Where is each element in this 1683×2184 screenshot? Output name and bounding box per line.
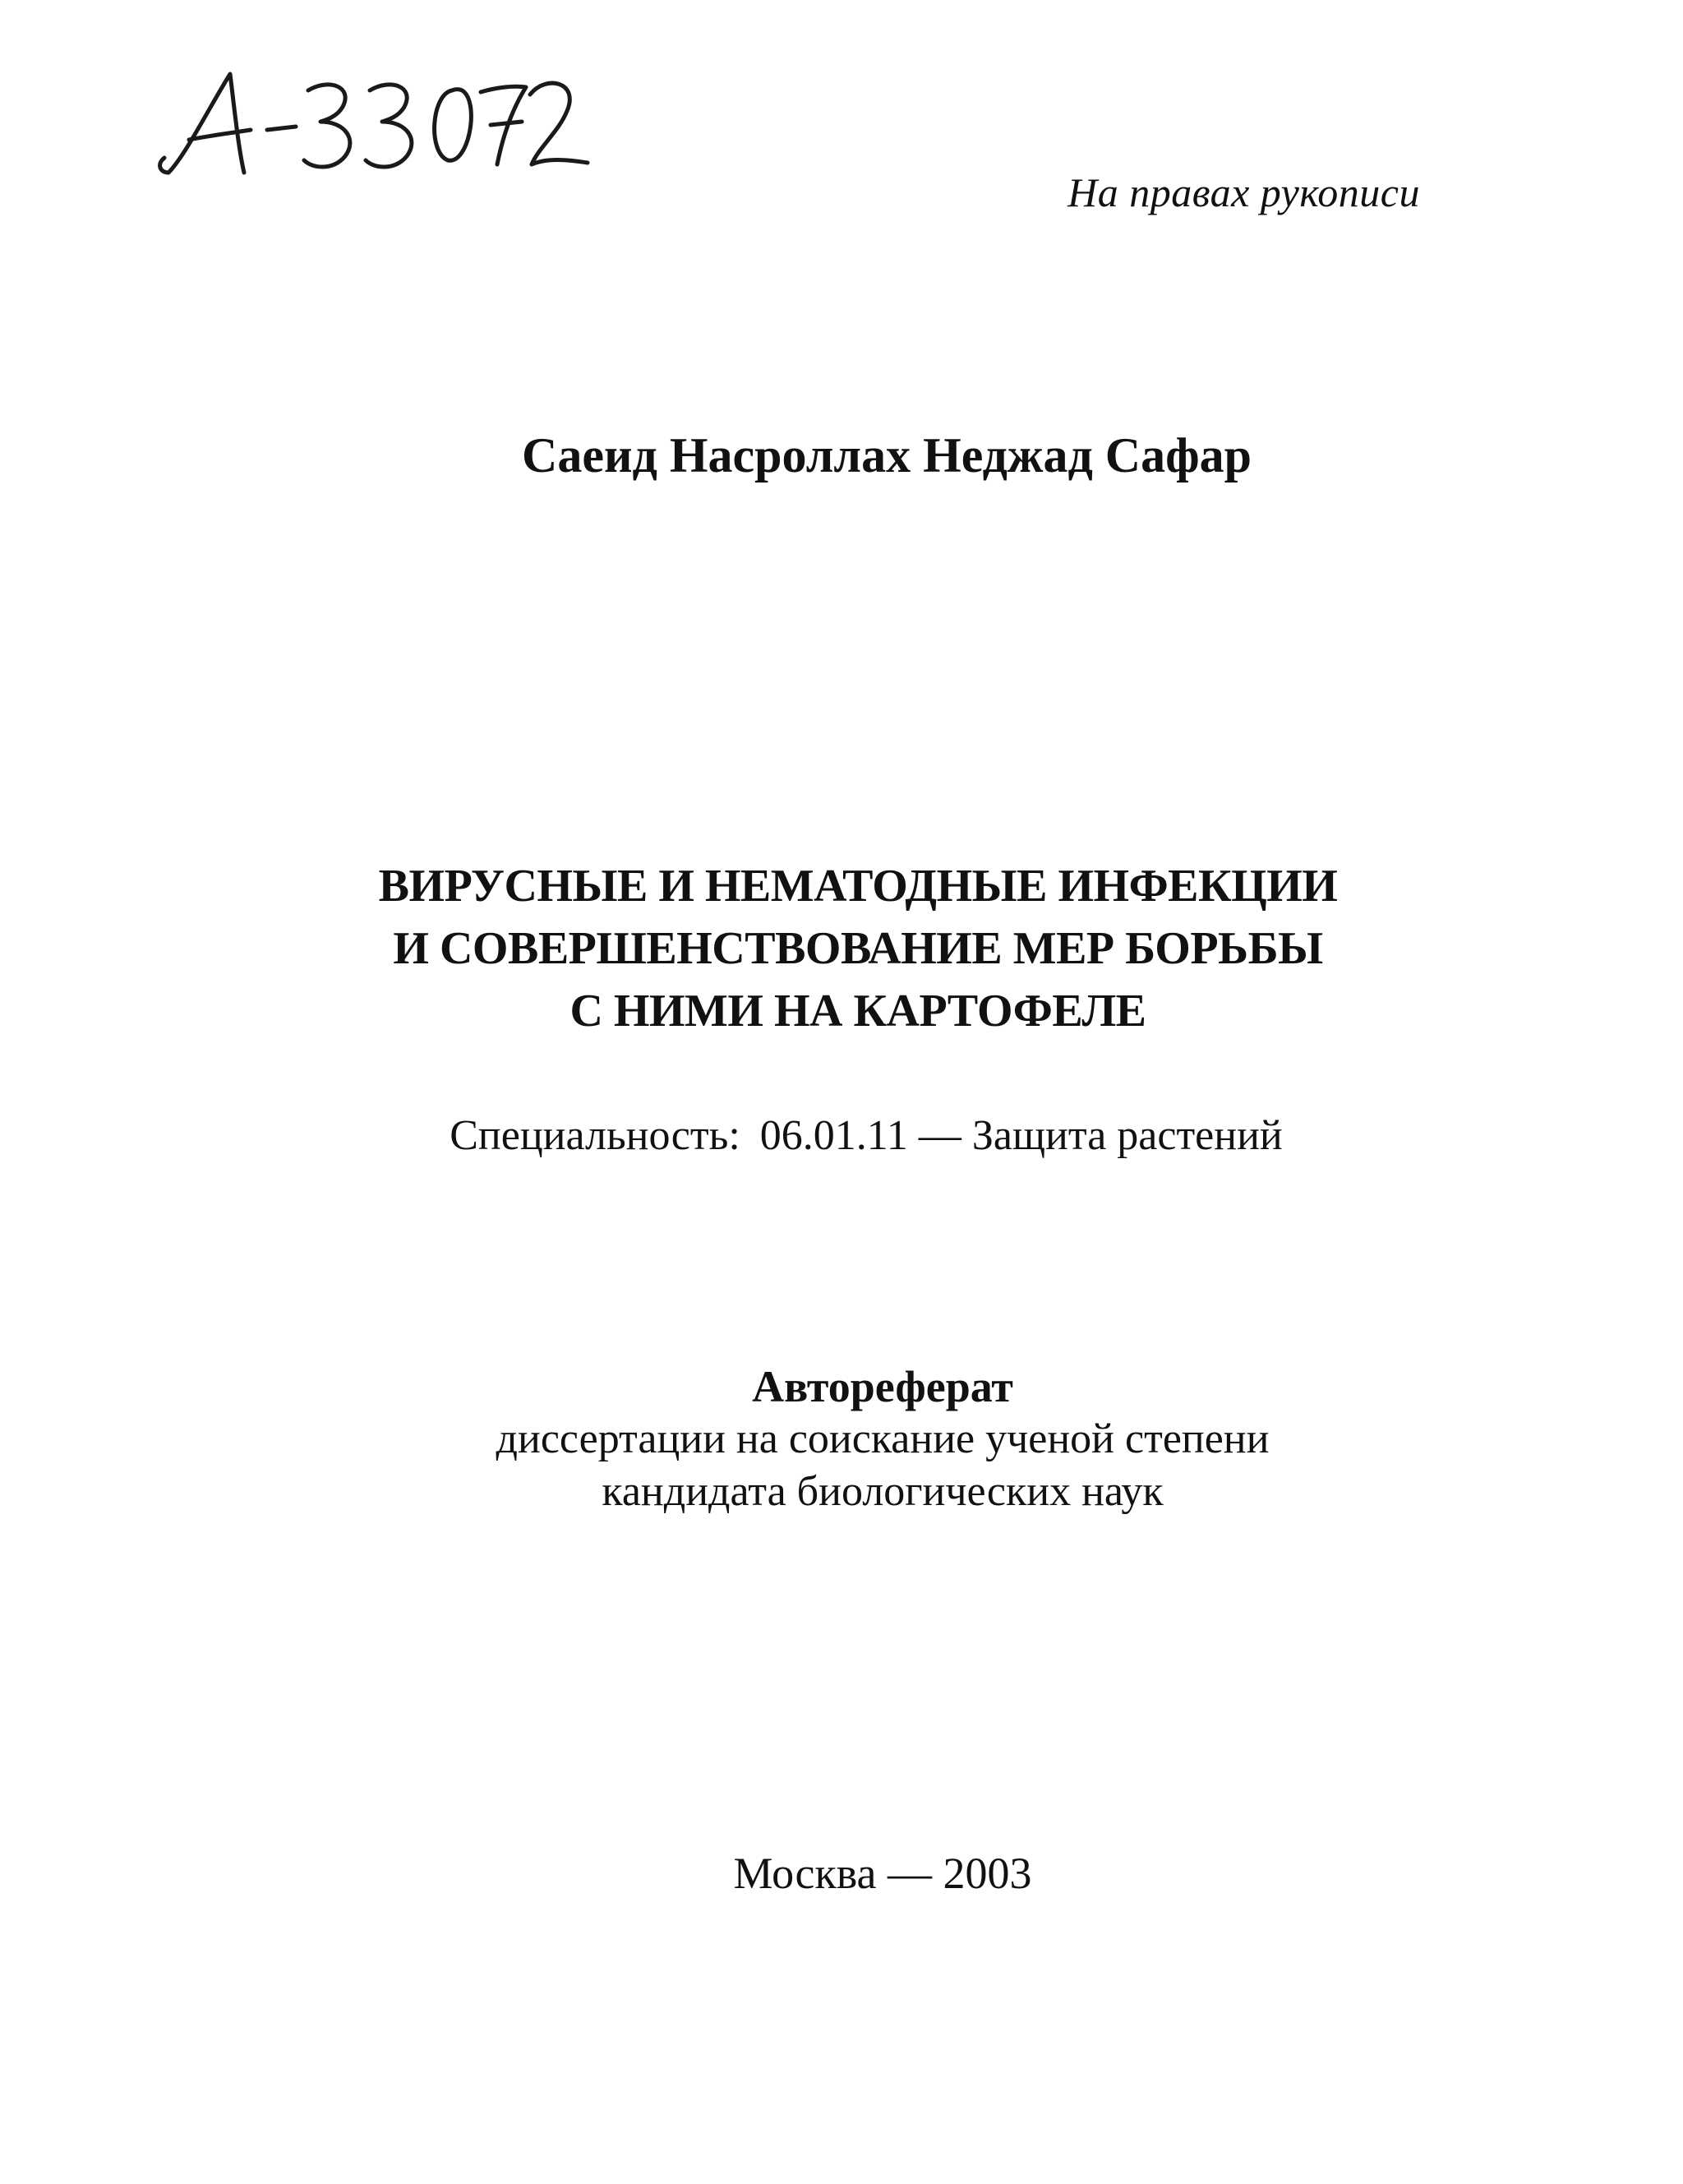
specialty-label: Специальность: <box>450 1112 740 1159</box>
rights-notice: На правах рукописи <box>1067 169 1420 215</box>
handwritten-mark-drawing <box>152 58 596 189</box>
abstract-line: кандидата биологических наук <box>602 1468 1164 1515</box>
title-line: ВИРУСНЫЕ И НЕМАТОДНЫЕ ИНФЕКЦИИ <box>378 861 1338 912</box>
abstract-line: диссертации на соискание ученой степени <box>496 1415 1270 1462</box>
title-line: И СОВЕРШЕНСТВОВАНИЕ МЕР БОРЬБЫ <box>393 923 1323 974</box>
specialty-line <box>0 1111 1683 1160</box>
specialty-value: 06.01.11 — Защита растений <box>759 1112 1283 1159</box>
abstract-block <box>0 1360 1683 1518</box>
dissertation-title <box>0 855 1683 1042</box>
place-year: Москва — 2003 <box>733 1849 1032 1898</box>
abstract-heading: Автореферат <box>752 1362 1013 1411</box>
title-line: С НИМИ НА КАРТОФЕЛЕ <box>569 986 1146 1037</box>
author-name: Саеид Насроллах Неджад Сафар <box>521 428 1252 483</box>
handwritten-archive-mark <box>152 58 596 189</box>
